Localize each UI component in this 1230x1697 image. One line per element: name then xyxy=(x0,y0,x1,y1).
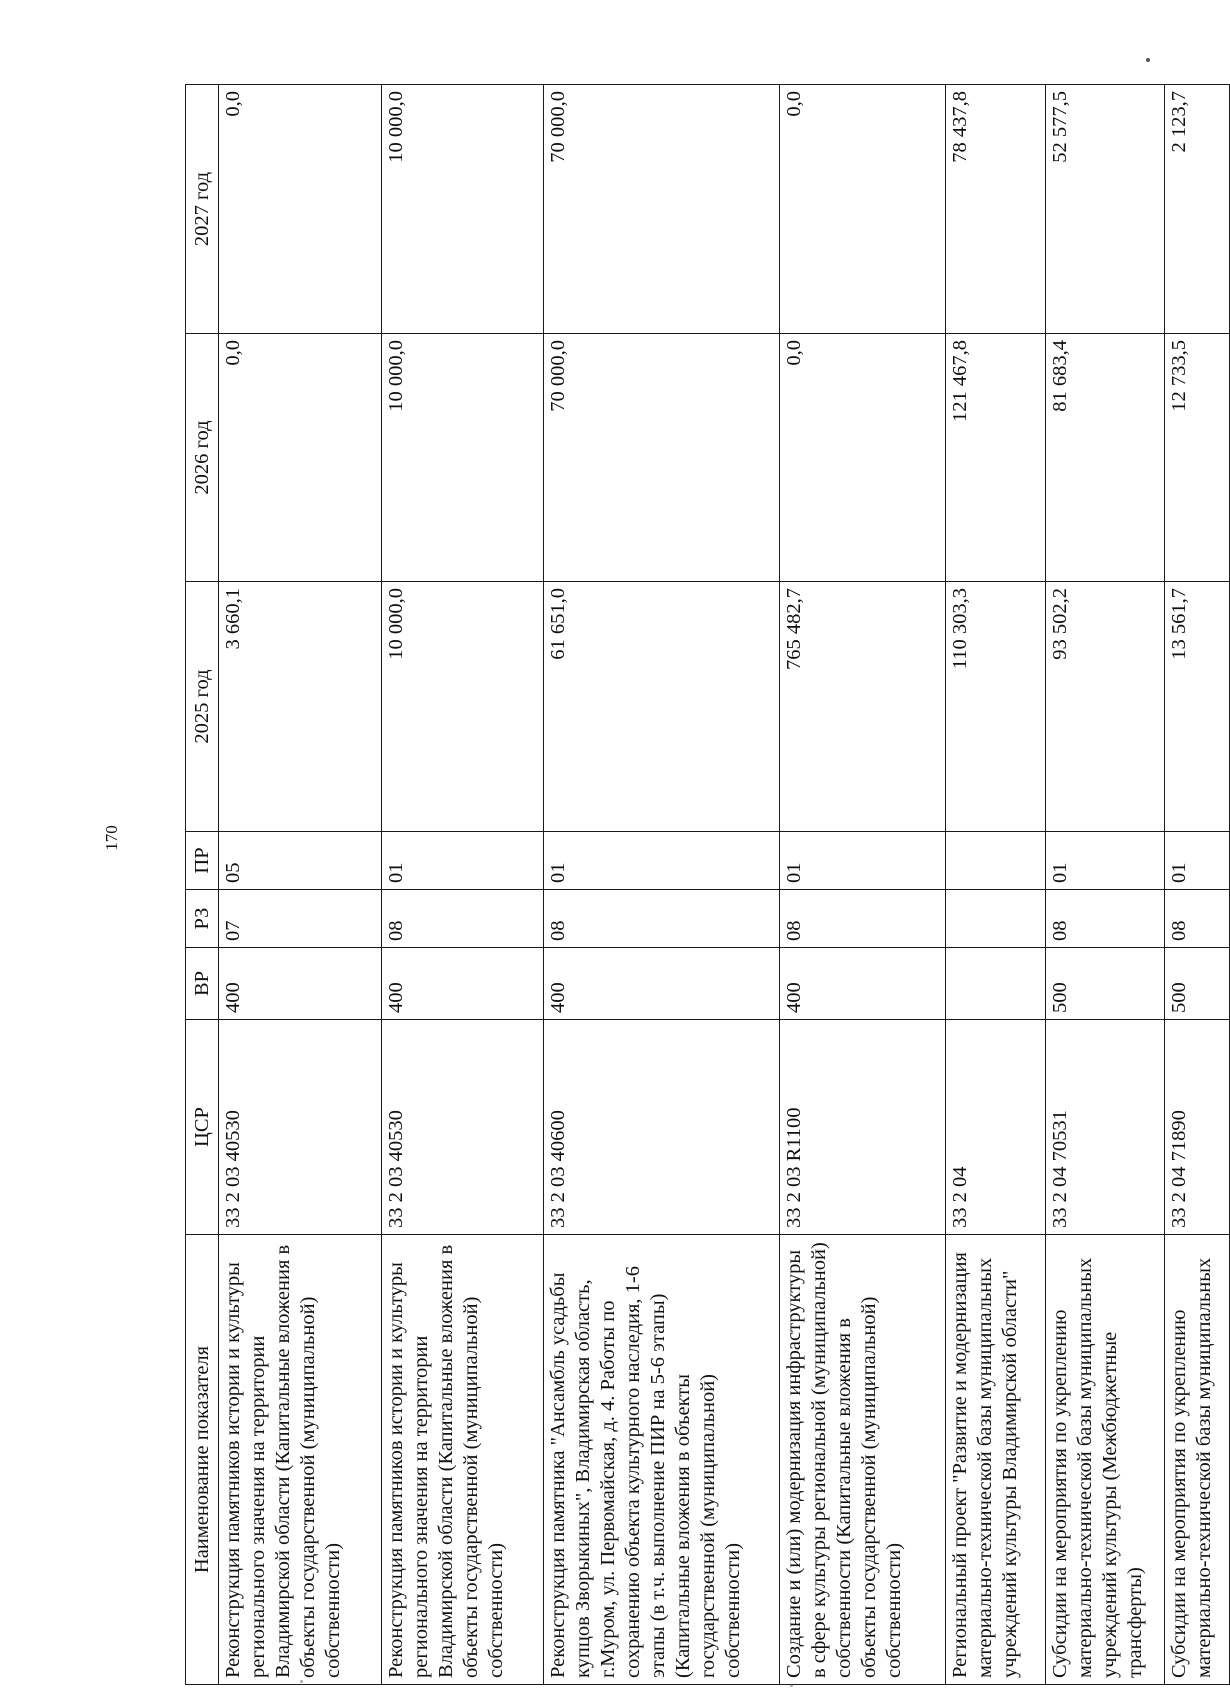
row-vr: 500 xyxy=(1164,948,1229,1020)
row-vr: 400 xyxy=(219,948,382,1020)
row-rz: 07 xyxy=(219,890,382,948)
scan-speck xyxy=(790,1684,793,1687)
header-2027: 2027 год xyxy=(186,85,219,334)
row-2025: 13 561,7 xyxy=(1164,582,1229,832)
table-row xyxy=(219,85,382,1685)
table-row xyxy=(780,85,946,1685)
header-rz: РЗ xyxy=(186,890,219,948)
row-name: Региональный проект "Развитие и модернизация материально-технической базы муниципальных учреждений культуры Владимирской области" xyxy=(946,1235,1046,1685)
row-csr: 33 2 03 40530 xyxy=(381,1020,544,1235)
budget-table xyxy=(185,84,1230,1685)
row-2026: 70 000,0 xyxy=(544,334,780,582)
table-header-row xyxy=(186,85,219,1685)
header-name: Наименование показателя xyxy=(186,1235,219,1685)
row-rz xyxy=(946,890,1046,948)
page-number: 170 xyxy=(102,825,121,851)
row-2025: 61 651,0 xyxy=(544,582,780,832)
row-2027: 78 437,8 xyxy=(946,85,1046,334)
scan-speck xyxy=(300,1680,303,1683)
header-pr: ПР xyxy=(186,832,219,890)
row-pr: 05 xyxy=(219,832,382,890)
row-2025: 110 303,3 xyxy=(946,582,1046,832)
row-2026: 0,0 xyxy=(219,334,382,582)
header-vr: ВР xyxy=(186,948,219,1020)
rotated-table-container xyxy=(185,85,1230,1685)
row-2026: 0,0 xyxy=(780,334,946,582)
row-2027: 0,0 xyxy=(780,85,946,334)
row-2026: 10 000,0 xyxy=(381,334,544,582)
row-pr: 01 xyxy=(381,832,544,890)
row-vr: 400 xyxy=(780,948,946,1020)
row-2027: 2 123,7 xyxy=(1164,85,1229,334)
table-row xyxy=(381,85,544,1685)
row-vr: 400 xyxy=(544,948,780,1020)
row-pr: 01 xyxy=(544,832,780,890)
row-name: Реконструкция памятников истории и культуры регионального значения на территории Владимирской области (Капитальные вложения в объекты государственной (муниципальной) собственности) xyxy=(381,1235,544,1685)
row-rz: 08 xyxy=(780,890,946,948)
row-rz: 08 xyxy=(544,890,780,948)
row-pr: 01 xyxy=(1045,832,1164,890)
row-name: Субсидии на мероприятия по укреплению материально-технической базы муниципальных учреждений культуры (Межбюджетные трансферты) xyxy=(1045,1235,1164,1685)
row-csr: 33 2 04 xyxy=(946,1020,1046,1235)
table-row xyxy=(946,85,1046,1685)
row-rz: 08 xyxy=(1045,890,1164,948)
row-2025: 765 482,7 xyxy=(780,582,946,832)
header-2026: 2026 год xyxy=(186,334,219,582)
row-vr: 400 xyxy=(381,948,544,1020)
row-2027: 70 000,0 xyxy=(544,85,780,334)
row-2025: 10 000,0 xyxy=(381,582,544,832)
row-csr: 33 2 03 40600 xyxy=(544,1020,780,1235)
row-vr xyxy=(946,948,1046,1020)
row-pr: 01 xyxy=(780,832,946,890)
row-csr: 33 2 03 R1100 xyxy=(780,1020,946,1235)
table-row xyxy=(1164,85,1229,1685)
row-2025: 3 660,1 xyxy=(219,582,382,832)
row-name: Реконструкция памятников истории и культуры регионального значения на территории Владимирской области (Капитальные вложения в объекты государственной (муниципальной) собственности) xyxy=(219,1235,382,1685)
row-name: Реконструкция памятника "Ансамбль усадьбы купцов Зворыкиных", Владимирская область, г.Муром, ул. Первомайская, д. 4. Работы по сохранению объекта культурного наследия, 1-6 этапы (в т.ч. выполнение ПИР на 5-6 этапы) (Капитальные вложения в объекты государственной (муниципальной) собственности) xyxy=(544,1235,780,1685)
row-2026: 121 467,8 xyxy=(946,334,1046,582)
row-rz: 08 xyxy=(1164,890,1229,948)
row-name: Субсидии на мероприятия по укреплению материально-технической базы муниципальных xyxy=(1164,1235,1229,1685)
table-row xyxy=(1045,85,1164,1685)
row-csr: 33 2 03 40530 xyxy=(219,1020,382,1235)
row-2026: 12 733,5 xyxy=(1164,334,1229,582)
row-2025: 93 502,2 xyxy=(1045,582,1164,832)
table-row xyxy=(544,85,780,1685)
row-rz: 08 xyxy=(381,890,544,948)
row-name: Создание и (или) модернизация инфраструктуры в сфере культуры региональной (муниципальной) собственности (Капитальные вложения в объекты государственной (муниципальной) собственности) xyxy=(780,1235,946,1685)
row-2026: 81 683,4 xyxy=(1045,334,1164,582)
row-csr: 33 2 04 70531 xyxy=(1045,1020,1164,1235)
row-vr: 500 xyxy=(1045,948,1164,1020)
row-2027: 10 000,0 xyxy=(381,85,544,334)
header-csr: ЦСР xyxy=(186,1020,219,1235)
row-pr xyxy=(946,832,1046,890)
header-2025: 2025 год xyxy=(186,582,219,832)
row-2027: 0,0 xyxy=(219,85,382,334)
row-2027: 52 577,5 xyxy=(1045,85,1164,334)
row-pr: 01 xyxy=(1164,832,1229,890)
scan-speck xyxy=(1146,58,1150,62)
row-csr: 33 2 04 71890 xyxy=(1164,1020,1229,1235)
